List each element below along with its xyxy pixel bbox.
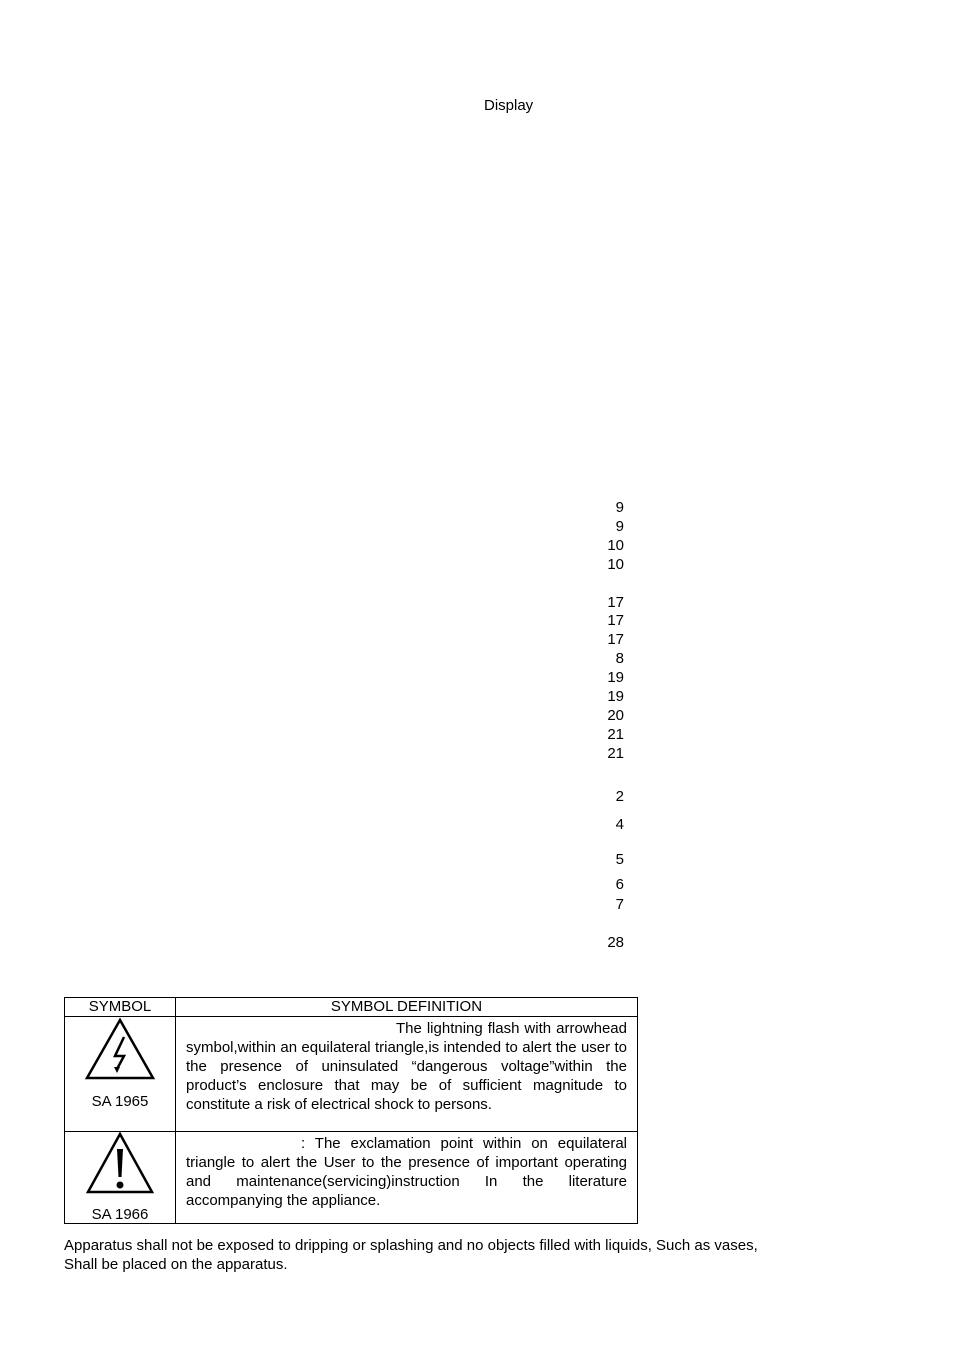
page-number: 19 [607, 688, 624, 705]
symbol-code: SA 1965 [91, 1093, 149, 1110]
exclamation-warning-icon [85, 1132, 155, 1196]
page-number: 28 [607, 934, 624, 951]
table-row [65, 1132, 638, 1224]
page-number: 4 [615, 816, 624, 833]
symbol-definition: The lightning flash with arrowhead symbol,within an equilateral triangle,is intended to alert the user to the presence of uninsulated “dangerous voltage”within the product’s enclosure that may be of sufficient magnitude to constitute a risk of electrical shock to persons. [176, 1017, 638, 1132]
column-header-symbol: SYMBOL [65, 998, 176, 1017]
table-row [65, 1017, 638, 1132]
page-number: 17 [607, 631, 624, 648]
page-number: 21 [607, 745, 624, 762]
table-header-row [65, 998, 638, 1017]
symbol-code: SA 1966 [91, 1206, 149, 1223]
page-number: 20 [607, 707, 624, 724]
page-number: 5 [615, 851, 624, 868]
symbol-cell [65, 1017, 176, 1132]
symbol-table [64, 997, 638, 1224]
page-number: 8 [615, 650, 624, 667]
page-number: 9 [615, 499, 624, 516]
safety-note: Apparatus shall not be exposed to dripping or splashing and no objects filled with liquids, Such as vases, Shall be placed on the apparatus. [64, 1237, 758, 1273]
page-number: 6 [615, 876, 624, 893]
page-number: 17 [607, 612, 624, 629]
page-number: 10 [607, 537, 624, 554]
column-header-definition: SYMBOL DEFINITION [176, 998, 638, 1017]
symbol-cell [65, 1132, 176, 1224]
page-number: 19 [607, 669, 624, 686]
page-number: 21 [607, 726, 624, 743]
page-number: 10 [607, 556, 624, 573]
symbol-definition: : The exclamation point within on equilateral triangle to alert the User to the presence of important operating and maintenance(servicing)instruction In the literature accompanying the appliance. [176, 1132, 638, 1224]
lightning-warning-icon [84, 1017, 156, 1083]
page-number: 2 [615, 788, 624, 805]
display-label: Display [484, 97, 534, 114]
page-number: 7 [615, 896, 624, 913]
page-number: 17 [607, 594, 624, 611]
page-number: 9 [615, 518, 624, 535]
